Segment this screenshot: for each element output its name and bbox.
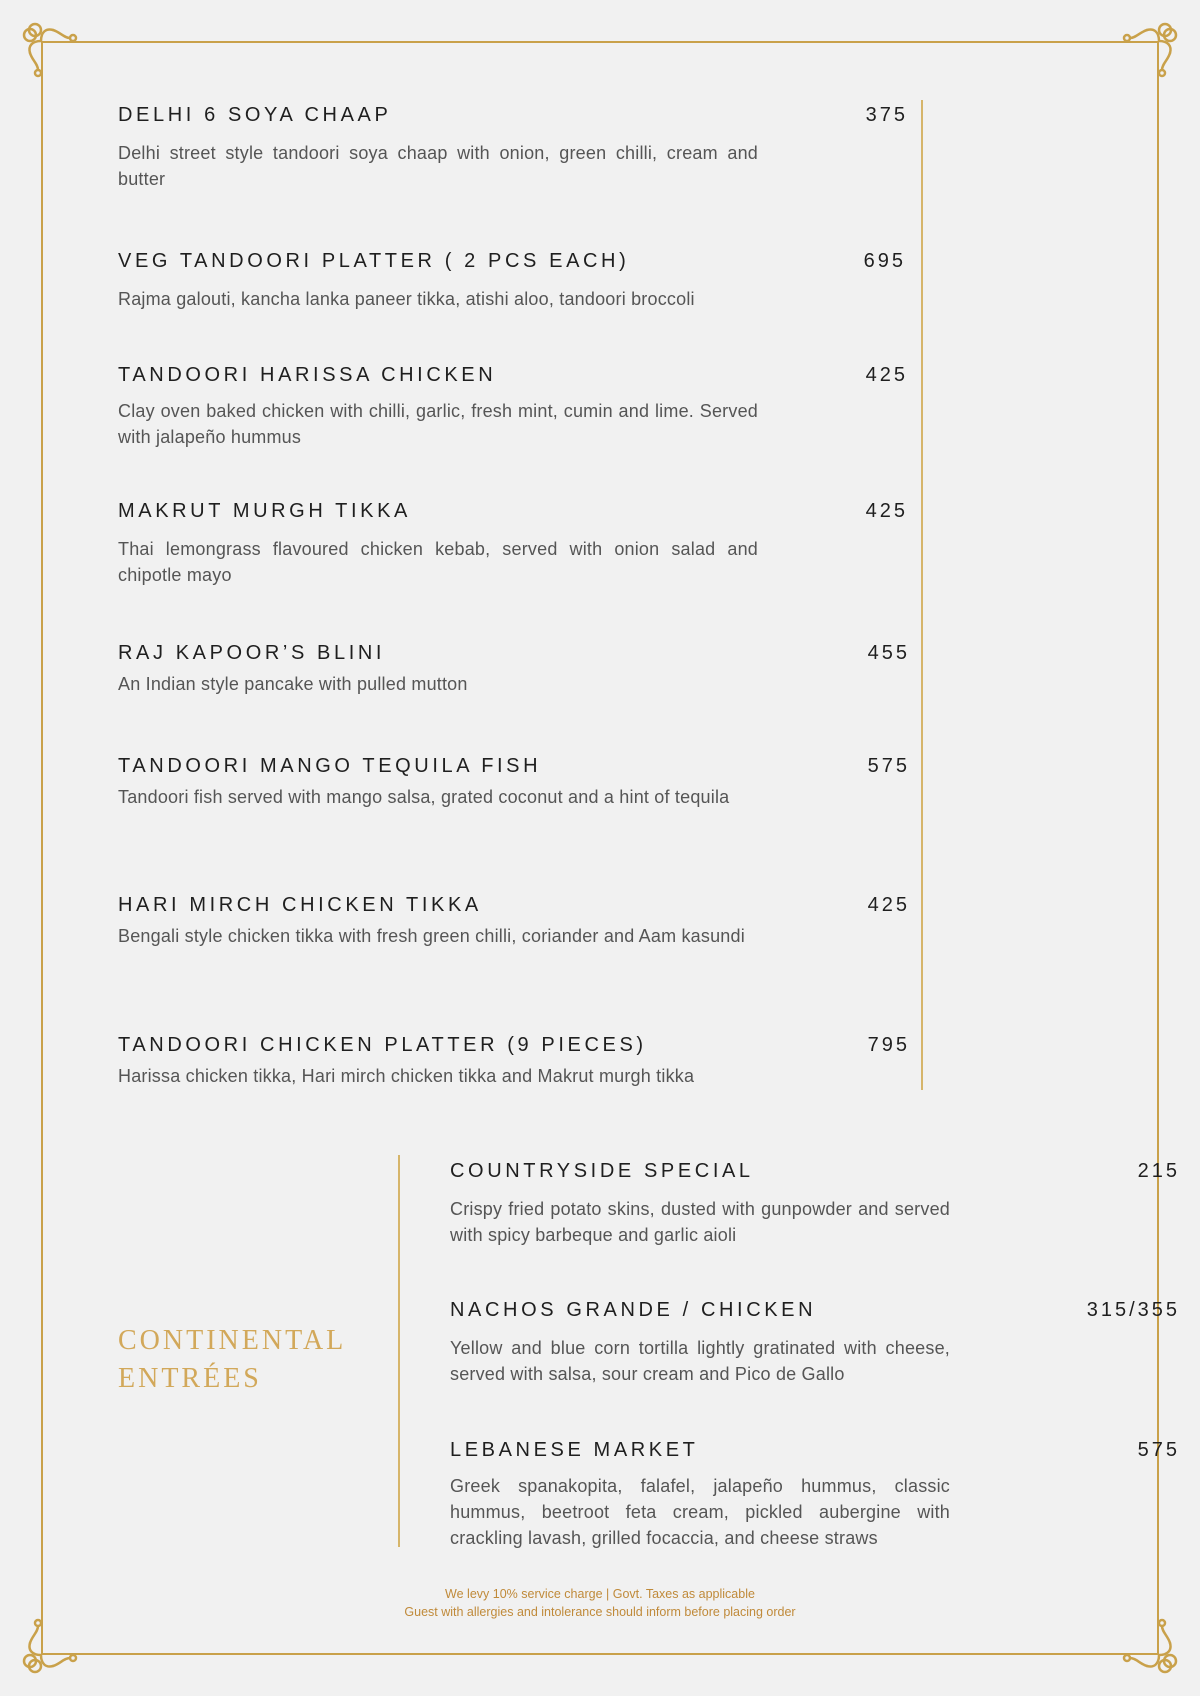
item-name: LEBANESE MARKET	[450, 1439, 699, 1461]
item-description: Rajma galouti, kancha lanka paneer tikka, atishi aloo, tandoori broccoli	[118, 289, 695, 309]
item-description: Bengali style chicken tikka with fresh green chilli, coriander and Aam kasundi	[118, 926, 745, 946]
vertical-divider	[921, 100, 923, 1090]
item-description: Thai lemongrass flavoured chicken kebab, served with onion salad and chipotle mayo	[118, 539, 758, 585]
item-price: 795	[867, 1034, 910, 1056]
item-description: Tandoori fish served with mango salsa, grated coconut and a hint of tequila	[118, 787, 730, 807]
section-title-continental-entrees	[118, 1322, 346, 1398]
footer-allergy-notice: Guest with allergies and intolerance should inform before placing order	[404, 1605, 796, 1619]
item-price: 375	[865, 104, 908, 126]
item-description: Clay oven baked chicken with chilli, garlic, fresh mint, cumin and lime. Served with jalapeño hummus	[118, 401, 758, 447]
section-title-line: ENTRÉES	[118, 1363, 262, 1394]
item-price: 575	[1137, 1439, 1180, 1461]
ornament-corner-icon	[1110, 18, 1182, 90]
item-price: 425	[865, 364, 908, 386]
item-price: 425	[865, 500, 908, 522]
item-description: An Indian style pancake with pulled mutton	[118, 674, 468, 694]
gold-frame-border	[41, 41, 1159, 1655]
item-description: Yellow and blue corn tortilla lightly gratinated with cheese, served with salsa, sour cream and Pico de Gallo	[450, 1338, 950, 1384]
item-price: 455	[867, 642, 910, 664]
item-price: 315/355	[1086, 1299, 1180, 1321]
item-name: HARI MIRCH CHICKEN TIKKA	[118, 894, 482, 916]
item-price: 215	[1137, 1160, 1180, 1182]
item-name: MAKRUT MURGH TIKKA	[118, 500, 411, 522]
section-title-line: CONTINENTAL	[118, 1325, 347, 1356]
item-name: DELHI 6 SOYA CHAAP	[118, 104, 392, 126]
item-description: Delhi street style tandoori soya chaap with onion, green chilli, cream and butter	[118, 143, 758, 189]
item-description: Crispy fried potato skins, dusted with gunpowder and served with spicy barbeque and garlic aioli	[450, 1199, 950, 1245]
item-name: VEG TANDOORI PLATTER ( 2 PCS EACH)	[118, 250, 630, 272]
item-price: 425	[867, 894, 910, 916]
item-price: 575	[867, 755, 910, 777]
item-name: TANDOORI CHICKEN PLATTER (9 PIECES)	[118, 1034, 647, 1056]
item-name: NACHOS GRANDE / CHICKEN	[450, 1299, 817, 1321]
footer-notice	[0, 1585, 1200, 1621]
footer-service-charge: We levy 10% service charge | Govt. Taxes as applicable	[445, 1587, 755, 1601]
vertical-divider	[398, 1155, 400, 1547]
item-name: RAJ KAPOOR’S BLINI	[118, 642, 386, 664]
ornament-corner-icon	[18, 18, 90, 90]
item-price: 695	[863, 250, 906, 272]
item-name: TANDOORI MANGO TEQUILA FISH	[118, 755, 542, 777]
item-name: COUNTRYSIDE SPECIAL	[450, 1160, 754, 1182]
item-name: TANDOORI HARISSA CHICKEN	[118, 364, 497, 386]
item-description: Harissa chicken tikka, Hari mirch chicken tikka and Makrut murgh tikka	[118, 1066, 695, 1086]
item-description: Greek spanakopita, falafel, jalapeño hummus, classic hummus, beetroot feta cream, pickled aubergine with crackling lavash, grilled focaccia, and cheese straws	[450, 1476, 950, 1548]
